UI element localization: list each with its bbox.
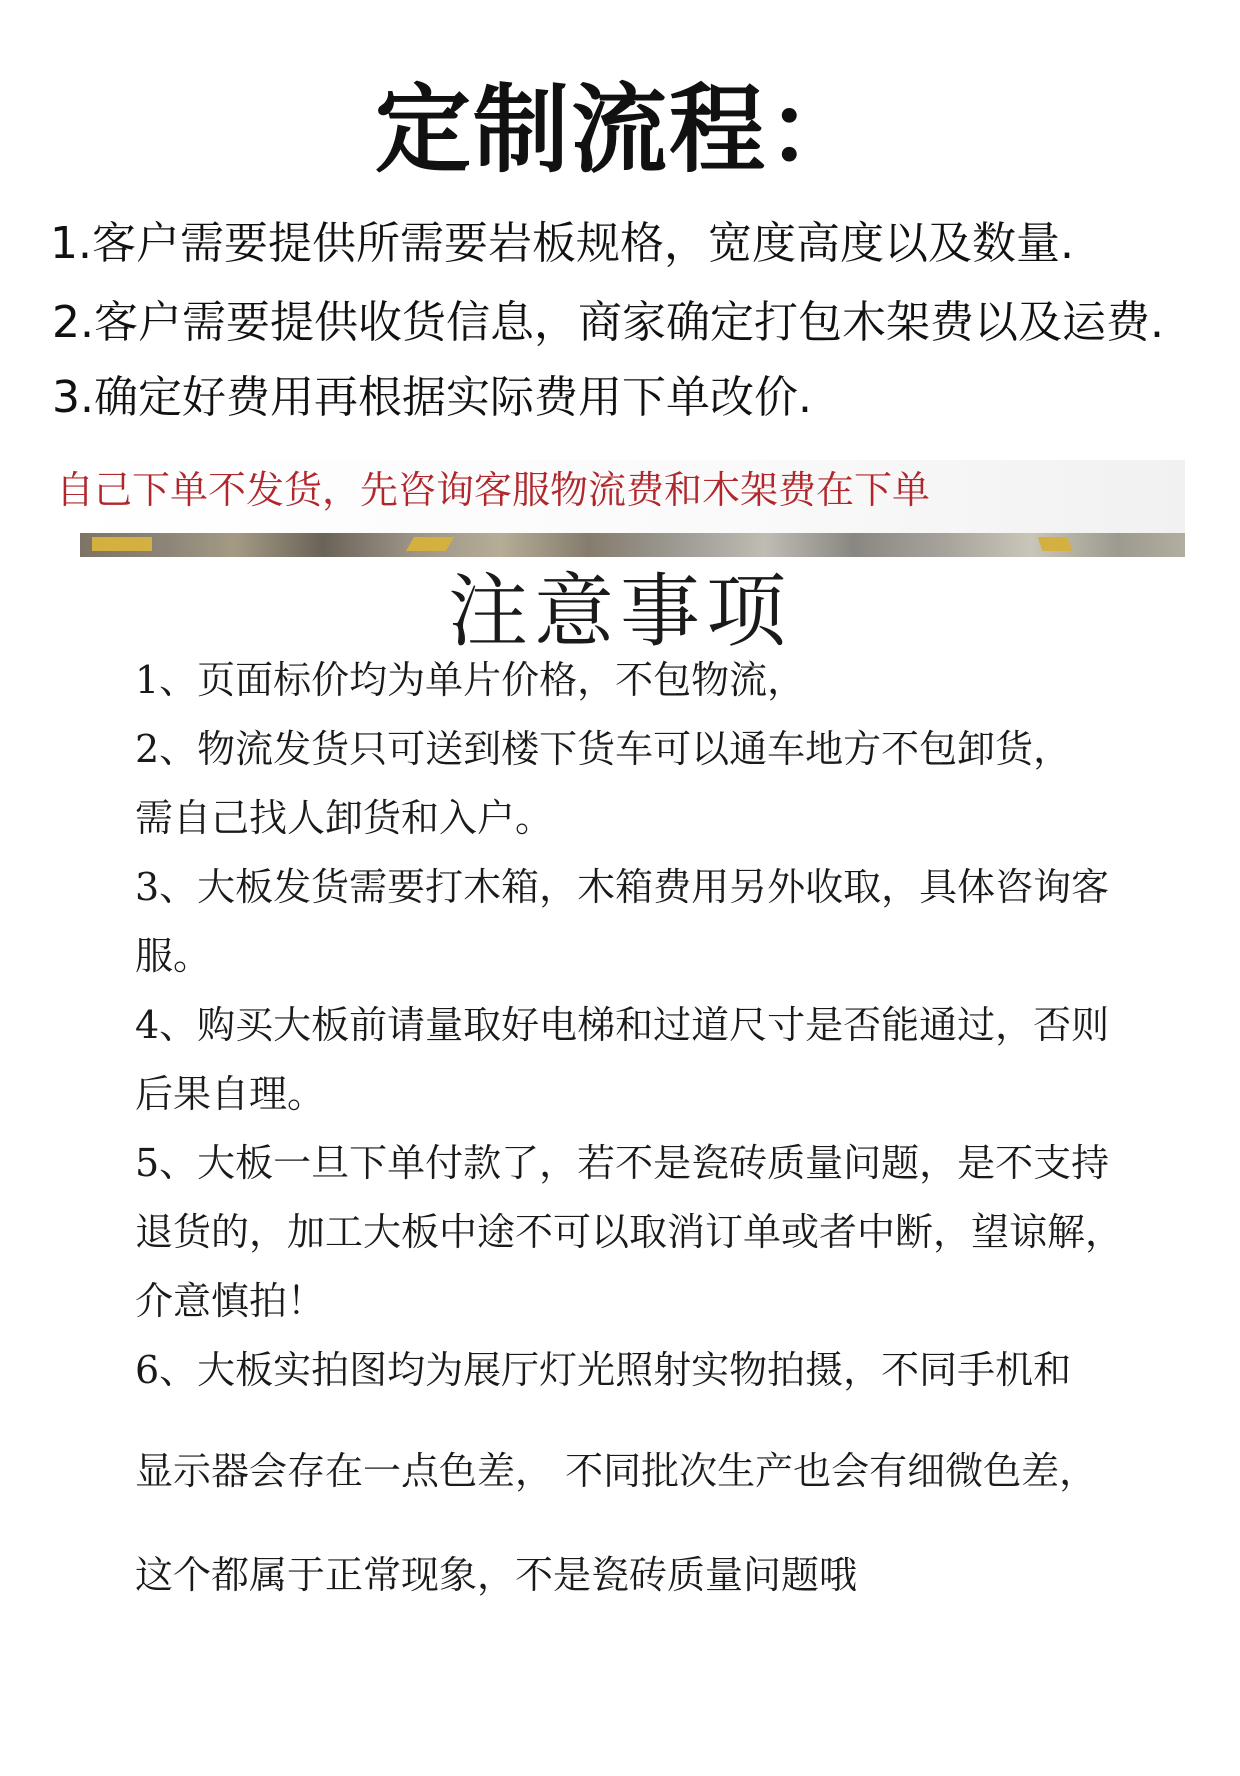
notice-line: 这个都属于正常现象，不是瓷砖质量问题哦 <box>135 1553 858 1597</box>
notice-line: 介意慎拍！ <box>135 1279 326 1323</box>
notice-line: 5、大板一旦下单付款了，若不是瓷砖质量问题，是不支持 <box>135 1141 1110 1185</box>
floor-marking <box>406 537 454 551</box>
notice-title: 注意事项 <box>448 565 792 658</box>
process-step-3: 3.确定好费用再根据实际费用下单改价. <box>52 372 812 423</box>
floor-marking <box>92 537 152 551</box>
notice-line: 需自己找人卸货和入户。 <box>135 796 554 840</box>
page-title: 定制流程： <box>375 74 865 186</box>
notice-line: 退货的，加工大板中途不可以取消订单或者中断，望谅解， <box>135 1210 1124 1254</box>
notice-line: 后果自理。 <box>135 1072 326 1116</box>
warning-banner: 自己下单不发货，先咨询客服物流费和木架费在下单 <box>56 468 931 512</box>
process-step-1: 1.客户需要提供所需要岩板规格，宽度高度以及数量. <box>50 218 1074 269</box>
notice-line: 3、大板发货需要打木箱，木箱费用另外收取，具体咨询客 <box>135 865 1110 909</box>
notice-line: 1、页面标价均为单片价格，不包物流， <box>135 658 806 702</box>
photo-strip-image <box>80 533 1185 557</box>
process-step-2: 2.客户需要提供收货信息，商家确定打包木架费以及运费. <box>52 297 1164 348</box>
notice-line: 服。 <box>135 934 212 978</box>
notice-line: 2、物流发货只可送到楼下货车可以通车地方不包卸货， <box>135 727 1072 771</box>
notice-line: 6、大板实拍图均为展厅灯光照射实物拍摄，不同手机和 <box>135 1348 1072 1392</box>
floor-marking <box>1037 537 1072 551</box>
notice-line: 4、购买大板前请量取好电梯和过道尺寸是否能通过，否则 <box>135 1003 1110 1047</box>
notice-line: 显示器会存在一点色差， 不同批次生产也会有细微色差， <box>135 1449 1098 1493</box>
